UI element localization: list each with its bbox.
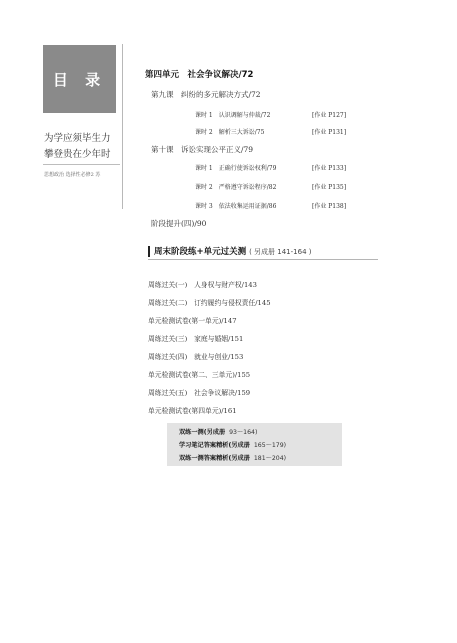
toc-drill-item[interactable]: 单元检测试卷(第二、三单元)/155 <box>148 371 251 379</box>
unit-4-title[interactable]: 第四单元 社会争议解决/72 <box>145 70 254 80</box>
motto-line-1: 为学应须毕生力 <box>44 133 111 144</box>
book-info: 思想政治 选择性必修2 苏 <box>44 172 101 178</box>
toc-drill-item[interactable]: 周练过关(一) 人身权与财产权/143 <box>148 281 257 289</box>
assignment-ref: [作业 P131] <box>312 129 347 136</box>
supplement-box <box>167 423 342 466</box>
supplement-label: 学习笔记答案精析(另成册 <box>179 442 250 449</box>
section-marker <box>148 246 150 257</box>
toc-drill-item[interactable]: 单元检测试卷(第一单元)/147 <box>148 317 237 325</box>
toc-drill-item[interactable]: 周练过关(二) 订约履约与侵权责任/145 <box>148 299 271 307</box>
section-note: ( 另成册 141-164 ) <box>249 248 312 256</box>
supplement-range: 165～179) <box>253 442 287 449</box>
section-title <box>154 245 311 257</box>
assignment-ref: [作业 P138] <box>312 203 347 210</box>
toc-period-item[interactable]: 课时 2 解析三大诉讼/75 <box>195 129 265 136</box>
vertical-divider <box>122 44 123 209</box>
lesson-9-title[interactable]: 纠纷的多元解决方式/72 <box>181 90 261 99</box>
lesson-9-label: 第九课 <box>151 90 174 99</box>
toc-title-box <box>43 45 116 113</box>
section-header <box>148 245 378 260</box>
lesson-10-label: 第十课 <box>151 145 174 154</box>
supplement-line <box>179 427 257 436</box>
supplement-label: 双练一测(另成册 <box>179 429 226 436</box>
assignment-ref: [作业 P133] <box>312 165 347 172</box>
toc-period-item[interactable]: 课时 1 认识调解与仲裁/72 <box>195 112 271 119</box>
supplement-label: 双练一测答案精析(另成册 <box>179 455 250 462</box>
toc-drill-item[interactable]: 周练过关(五) 社会争议解决/159 <box>148 389 251 397</box>
toc-period-item[interactable]: 课时 1 正确行使诉讼权利/79 <box>195 165 277 172</box>
toc-drill-item[interactable]: 周练过关(三) 家庭与婚姻/151 <box>148 335 244 343</box>
toc-title: 目 录 <box>52 70 107 89</box>
motto-divider <box>43 164 120 165</box>
lesson-10-title[interactable]: 诉讼实现公平正义/79 <box>181 145 254 154</box>
supplement-range: 181～204) <box>253 455 287 462</box>
assignment-ref: [作业 P127] <box>312 112 347 119</box>
toc-period-item[interactable]: 课时 2 严格遵守诉讼程序/82 <box>195 184 277 191</box>
motto-line-2: 攀登贵在少年时 <box>44 149 111 160</box>
toc-drill-item[interactable]: 周练过关(四) 就业与创业/153 <box>148 353 244 361</box>
supplement-line <box>179 440 286 449</box>
supplement-line <box>179 453 286 462</box>
toc-period-item[interactable]: 课时 3 依法收集运用证据/86 <box>195 203 277 210</box>
supplement-range: 93～164) <box>229 429 258 436</box>
assignment-ref: [作业 P135] <box>312 184 347 191</box>
stage-review[interactable]: 阶段提升(四)/90 <box>151 219 207 228</box>
section-title-text: 周末阶段练+单元过关测 <box>154 247 247 257</box>
toc-drill-item[interactable]: 单元检测试卷(第四单元)/161 <box>148 407 237 415</box>
